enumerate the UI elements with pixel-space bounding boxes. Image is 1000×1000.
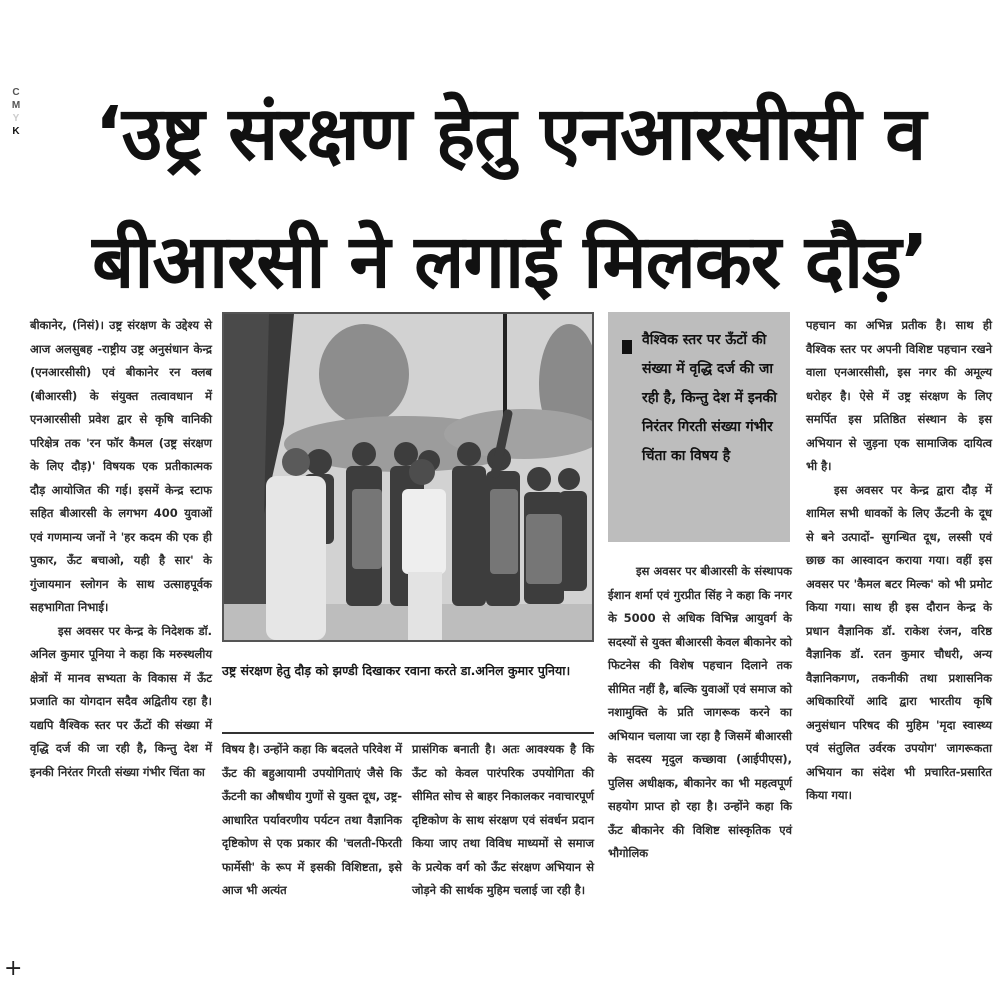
paragraph: पहचान का अभिन्न प्रतीक है। साथ ही वैश्विक स्तर पर अपनी विशिष्ट पहचान रखने वाला एनआरसीसी, इस नगर की अमूल्य धरोहर है। ऐसे में उष्ट्र संरक्षण के लिए समर्पित इस प्रतिष्ठित संस्थान के इस अभियान से जुड़ना एक सामाजिक दायित्व भी है। [806,318,992,473]
headline-line-2: बीआरसी ने लगाई मिलकर दौड़’ [92,218,928,305]
cmyk-c: C [12,87,20,98]
headline-line-1: ‘उष्ट्र संरक्षण हेतु एनआरसीसी व [94,90,926,177]
photo-caption: उष्ट्र संरक्षण हेतु दौड़ को झण्डी दिखाकर रवाना करते डा.अनिल कुमार पुनिया। [222,663,571,678]
pull-quote-box [608,312,790,542]
paragraph: इस अवसर पर केन्द्र द्वारा दौड़ में शामिल सभी धावकों के लिए ऊँटनी के दूध से बने उत्पादों- सुगन्धित दूध, लस्सी एवं छाछ का आस्वादन कराया गया। वहीं इस अवसर पर 'कैमल बटर मिल्क' को भी प्रमोट किया गया। साथ ही इस दौरान केन्द्र के प्रधान वैज्ञानिक डॉ. राकेश रंजन, वरिष्ठ वैज्ञानिक डॉ. रतन कुमार चौधरी, अन्य वैज्ञानिकगण, तकनीकी तथा प्रशासनिक अधिकारियों आदि द्वारा भारतीय कृषि अनुसंधान परिषद की मुहिम 'मृदा स्वास्थ्य एवं संतुलित उर्वरक उपयोग' जागरूकता अभियान का संदेश भी प्रचारित-प्रसारित किया गया। [806,482,992,802]
pull-quote-text: वैश्विक स्तर पर ऊँटों की संख्या में वृद्धि दर्ज की जा रही है, किन्तु देश में इनकी निरंतर गिरती संख्या गंभीर चिंता का विषय है [642,332,777,464]
paragraph: प्रासंगिक बनाती है। अतः आवश्यक है कि ऊँट को केवल पारंपरिक उपयोगिता की सीमित सोच से बाहर निकालकर नवाचारपूर्ण दृष्टिकोण के साथ संरक्षण एवं संवर्धन प्रदान किया जाए तथा विविध माध्यमों से समाज के प्रत्येक वर्ग को ऊँट संरक्षण अभियान से जोड़ने की सार्थक मुहिम चलाई जा रही है। [412,742,594,897]
registration-crosshair-icon: + [4,956,23,981]
headline [60,70,960,326]
cmyk-registration-marks [10,86,22,138]
article-column-1 [30,314,212,784]
paragraph: विषय है। उन्होंने कहा कि बदलते परिवेश में ऊँट की बहुआयामी उपयोगिताएं जैसे कि ऊँटनी का औषधीय गुणों से युक्त दूध, उष्ट्र-आधारित पर्यावरणीय पर्यटन तथा वैज्ञानिक दृष्टिकोण से एक प्रकार की 'चलती-फिरती फार्मेसी' के रूप में इसकी विशिष्टता, इसे आज भी अत्यंत [222,742,402,897]
square-bullet-icon [622,340,632,354]
cmyk-k: K [12,126,20,137]
article-column-3 [412,738,594,903]
crowd-photo-illustration [224,314,592,640]
paragraph: इस अवसर पर केन्द्र के निदेशक डॉ. अनिल कुमार पूनिया ने कहा कि मरुस्थलीय क्षेत्रों में मानव सभ्यता के विकास में ऊँट प्रजाति का योगदान सदैव अद्वितीय रहा है। यद्यपि वैश्विक स्तर पर ऊँटों की संख्या में वृद्धि दर्ज की जा रही है, किन्तु देश में इनकी निरंतर गिरती संख्या गंभीर चिंता का [30,623,212,779]
cmyk-m: M [11,100,21,111]
article-column-5 [806,314,992,808]
article-column-2 [222,738,402,903]
news-photo [222,312,594,642]
caption-divider [222,732,594,734]
paragraph: इस अवसर पर बीआरसी के संस्थापक ईशान शर्मा एवं गुरप्रीत सिंह ने कहा कि नगर के 5000 से अधिक विभिन्न आयुवर्ग के सदस्यों से युक्त बीआरसी केवल बीकानेर को फिटनेस की विशेष पहचान दिलाने तक सीमित नहीं है, बल्कि युवाओं एवं समाज को नशामुक्ति के प्रति जागरूक करने का अभियान चलाया जा रहा है जिसमें बीआरसी के सदस्य मृदुल कच्छावा (आईपीएस), पुलिस अधीक्षक, बीकानेर का भी महत्वपूर्ण सहयोग प्राप्त हो रहा है। उन्होंने कहा कि ऊँट बीकानेर की विशिष्ट सांस्कृतिक एवं भौगोलिक [608,564,792,860]
paragraph: बीकानेर, (निसं)। उष्ट्र संरक्षण के उद्देश्य से आज अलसुबह -राष्ट्रीय उष्ट्र अनुसंधान केन्द्र (एनआरसीसी) एवं बीकानेर रन क्लब (बीआरसी) के संयुक्त तत्वावधान में एनआरसीसी प्रवेश द्वार से कृषि वानिकी परिक्षेत्र तक 'रन फॉर कैमल (उष्ट्र संरक्षण के लिए दौड़)' विषयक एक प्रतीकात्मक दौड़ आयोजित की गई। इसमें केन्द्र स्टाफ सहित बीआरसी के लगभग 400 युवाओं एवं गणमान्य जनों ने 'हर कदम की एक ही पुकार, ऊँट बचाओ, यही है सार' के गुंजायमान स्लोगन के साथ उत्साहपूर्वक सहभागिता निभाई। [30,318,212,614]
cmyk-y: Y [12,113,20,124]
article-column-4 [608,560,792,866]
